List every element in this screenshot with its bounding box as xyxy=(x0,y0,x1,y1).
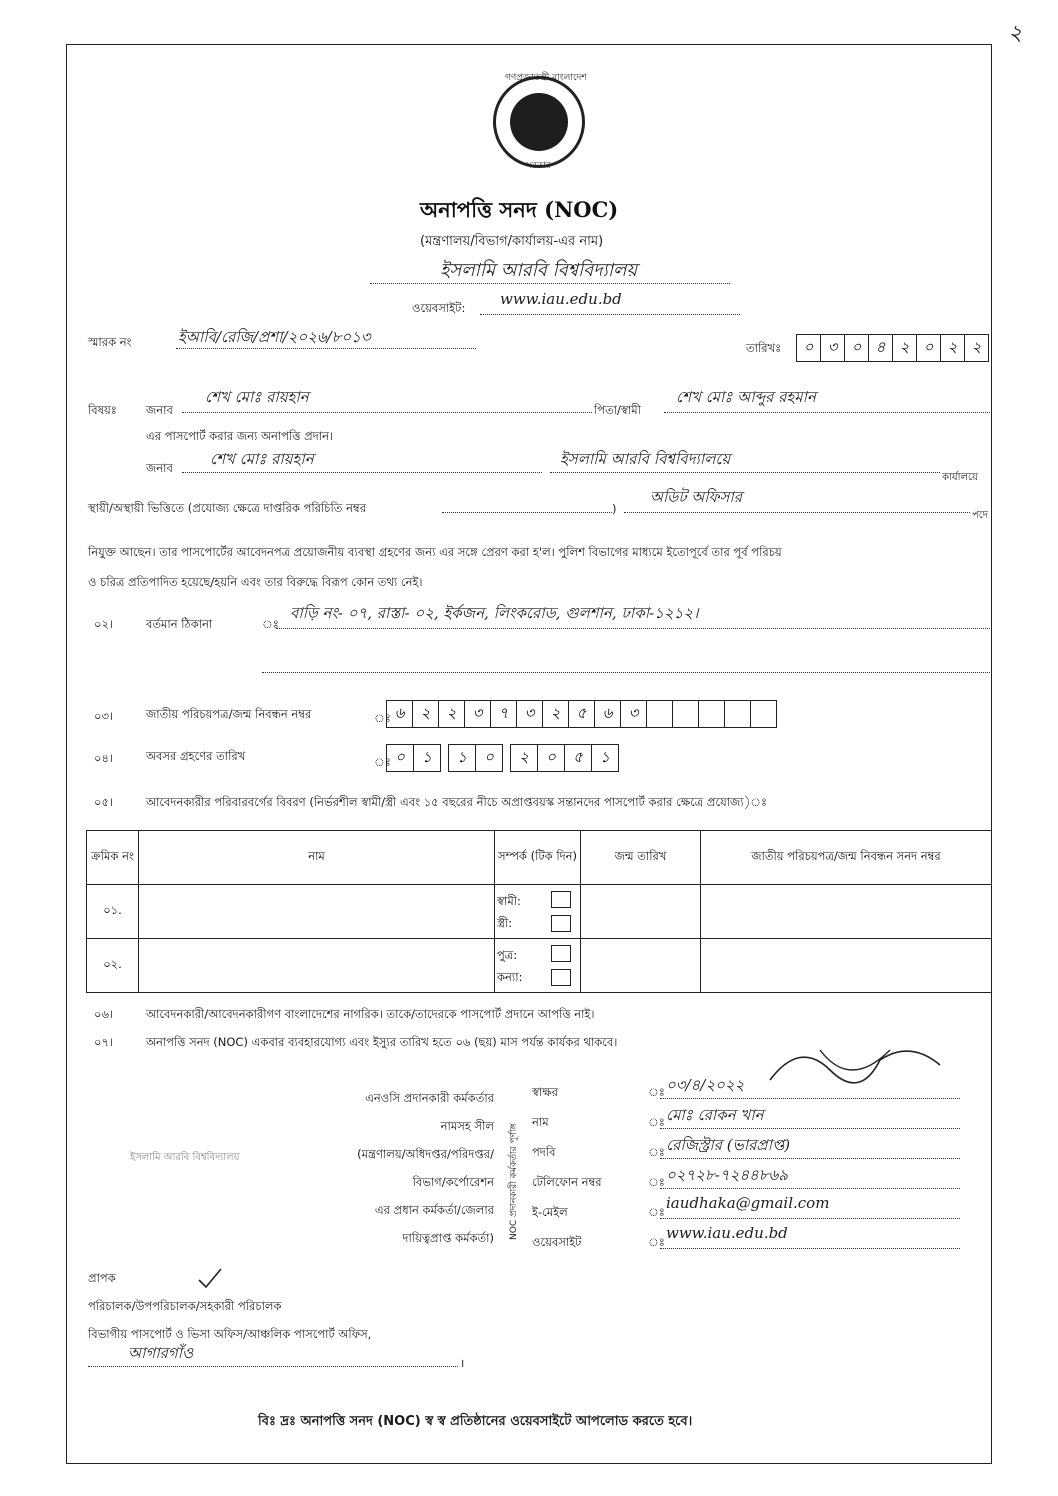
retirement-digit-box: ১ xyxy=(448,744,476,772)
nid-digit-box xyxy=(646,700,673,728)
item-05-number: ০৫। xyxy=(94,795,114,809)
designation: অডিট অফিসার xyxy=(650,488,743,506)
nid-digit-box xyxy=(672,700,699,728)
signatory-field-colon: ঃ xyxy=(648,1175,665,1189)
nid-digit-box: ২ xyxy=(412,700,439,728)
col-relation: সম্পর্ক (টিক দিন) xyxy=(495,831,581,885)
signature-icon xyxy=(760,1020,960,1100)
institution-line xyxy=(550,472,940,473)
citizenship-statement: আবেদনকারী/আবেদনকারীগণ বাংলাদেশের নাগরিক। তাকে/তাদেরকে পাসপোর্ট প্রদানে আপত্তি নাই। xyxy=(146,1007,595,1021)
permanent-status-text: স্থায়ী/অস্থায়ী ভিত্তিতে (প্রযোজ্য ক্ষেত্রে দাপ্তরিক পরিচিতি নম্বর xyxy=(88,501,367,515)
relation-husband-label: স্বামী: xyxy=(497,893,521,908)
row-birthdate-cell[interactable] xyxy=(581,885,701,939)
relation-daughter-label: কন্যা: xyxy=(497,969,523,984)
noc-purpose-line: এর পাসপোর্ট করার জন্য অনাপত্তি প্রদান। xyxy=(146,429,334,443)
employee-name: শেখ মোঃ রায়হান xyxy=(210,450,314,468)
signatory-field-colon: ঃ xyxy=(648,1145,665,1159)
janab-label-2: জনাব xyxy=(146,461,173,475)
website-value: www.iau.edu.bd xyxy=(500,290,622,308)
col-birthdate: জন্ম তারিখ xyxy=(581,831,701,885)
date-digit-box: ২ xyxy=(940,334,965,362)
signatory-field-colon: ঃ xyxy=(648,1115,665,1129)
body-paragraph-2: ও চরিত্র প্রতিপাদিত হয়েছে/হয়নি এবং তার বিরুদ্ধে বিরূপ কোন তথ্য নেই। xyxy=(88,575,423,589)
signatory-field-line xyxy=(660,1158,960,1159)
nid-digit-box: ২ xyxy=(542,700,569,728)
page-subtitle: (মন্ত্রণালয়/বিভাগ/কার্যালয়-এর নাম) xyxy=(420,234,604,249)
row-serial: ০২. xyxy=(87,939,139,993)
table-row xyxy=(87,939,992,993)
family-details-label: আবেদনকারীর পরিবারবর্গের বিবরণ (নির্ভরশীল স্বামী/স্ত্রী এবং ১৫ বছরের নীচে অপ্রাপ্তবয়স্ক সন্তানদের পাসপোর্ট করার ক্ষেত্রে প্রযোজ্য)ঃ xyxy=(146,795,768,809)
signatory-field-value: ০৩/৪/২০২২ xyxy=(666,1076,745,1094)
memo-line xyxy=(176,348,476,349)
nid-digit-box xyxy=(750,700,777,728)
signatory-field-line xyxy=(660,1188,960,1189)
signatory-left-line: নামসহ সীল xyxy=(440,1119,494,1133)
footer-note: বিঃ দ্রঃ অনাপত্তি সনদ (NOC) স্ব স্ব প্রতিষ্ঠানের ওয়েবসাইটে আপলোড করতে হবে। xyxy=(258,1414,693,1429)
retirement-colon: ঃ xyxy=(374,755,391,769)
signatory-field-label: স্বাক্ষর xyxy=(532,1085,558,1099)
signatory-vertical-label: NOC প্রদানকারী কর্মকর্তার পূর্ণাঙ্গ xyxy=(509,1123,519,1240)
address-line-2 xyxy=(262,672,990,673)
address-value: বাড়ি নং- ০৭, রাস্তা- ০২, ইর্কজন, লিংকরোড, গুলশান, ঢাকা-১২১২। xyxy=(290,604,699,622)
official-id-line xyxy=(442,512,612,513)
employee-name-line xyxy=(182,472,542,473)
retirement-digit-box: ২ xyxy=(510,744,538,772)
signatory-field-value: www.iau.edu.bd xyxy=(666,1224,788,1242)
address-line-1 xyxy=(276,628,990,629)
subject-label: বিষয়ঃ xyxy=(88,403,117,417)
body-paragraph-1: নিযুক্ত আছেন। তার পাসপোর্টের আবেদনপত্র প্রয়োজনীয় ব্যবস্থা গ্রহণের জন্য এর সঙ্গে প্রেরণ করা হ'ল। পুলিশ বিভাগের মাধ্যমে ইতোপূর্বে তার পূর্ব পরিচয় xyxy=(88,545,782,559)
relation-cell xyxy=(495,939,581,993)
page-mark: ২ xyxy=(1008,21,1023,46)
checkmark-icon xyxy=(196,1266,224,1290)
karyalaye-label: কার্যালয়ে xyxy=(942,472,978,483)
seal-top-text: গণপ্রজাতন্ত্রী বাংলাদেশ xyxy=(505,73,587,83)
retirement-digit-box: ৫ xyxy=(564,744,592,772)
signatory-field-label: ওয়েবসাইট xyxy=(532,1235,582,1249)
col-serial: ক্রমিক নং xyxy=(87,831,139,885)
signatory-left-line: (মন্ত্রণালয়/অধিদপ্তর/পরিদপ্তর/ xyxy=(357,1147,494,1161)
item-07-number: ০৭। xyxy=(94,1035,114,1049)
address-colon: ঃ xyxy=(262,617,279,631)
office-name-line xyxy=(370,283,730,284)
row-name-cell[interactable] xyxy=(139,939,495,993)
signatory-left-line: এনওসি প্রদানকারী কর্মকর্তার xyxy=(365,1091,494,1105)
retirement-digit-box: ০ xyxy=(537,744,565,772)
row-nid-cell[interactable] xyxy=(701,939,992,993)
stamp-office-text: ইসলামি আরবি বিশ্ববিদ্যালয় xyxy=(130,1152,240,1163)
table-row xyxy=(87,885,992,939)
recipient-office: আগারগাঁও xyxy=(128,1344,194,1362)
date-digit-box: ২ xyxy=(892,334,917,362)
signatory-field-colon: ঃ xyxy=(648,1235,665,1249)
nid-label: জাতীয় পরিচয়পত্র/জন্ম নিবন্ধন নম্বর xyxy=(146,707,312,721)
nid-colon: ঃ xyxy=(374,711,391,725)
col-nid: জাতীয় পরিচয়পত্র/জন্ম নিবন্ধন সনদ নম্বর xyxy=(701,831,992,885)
address-label: বর্তমান ঠিকানা xyxy=(146,617,213,631)
nid-digit-box: ২ xyxy=(438,700,465,728)
signatory-field-value: মোঃ রোকন খান xyxy=(666,1106,764,1124)
signatory-field-line xyxy=(660,1128,960,1129)
signatory-field-line xyxy=(660,1248,960,1249)
nid-digit-box: ৬ xyxy=(386,700,413,728)
father-name: শেখ মোঃ আব্দুর রহমান xyxy=(676,388,816,406)
signatory-field-line xyxy=(660,1218,960,1219)
pade-label: পদে xyxy=(972,510,989,521)
nid-digit-box: ৩ xyxy=(516,700,543,728)
signatory-left-line: দায়িত্বপ্রাপ্ত কর্মকর্তা) xyxy=(402,1231,494,1245)
date-digit-box: ৪ xyxy=(868,334,893,362)
row-nid-cell[interactable] xyxy=(701,885,992,939)
memo-number: ইআবি/রেজি/প্রশা/২০২৬/৮০১৩ xyxy=(178,328,371,346)
janab-label: জনাব xyxy=(146,403,173,417)
relation-son-label: পুত্র: xyxy=(497,947,518,962)
page-title: অনাপত্তি সনদ (NOC) xyxy=(420,197,619,222)
row-name-cell[interactable] xyxy=(139,885,495,939)
recipient-label: প্রাপক xyxy=(88,1271,116,1285)
website-line xyxy=(480,314,740,315)
office-stamp xyxy=(130,1150,239,1167)
nid-digit-box: ৩ xyxy=(620,700,647,728)
map-emblem-icon xyxy=(510,93,568,151)
memo-label: স্মারক নং xyxy=(88,335,132,349)
institution-name: ইসলামি আরবি বিশ্ববিদ্যালয়ে xyxy=(560,450,731,468)
retirement-date-label: অবসর গ্রহণের তারিখ xyxy=(146,749,246,763)
father-label: পিতা/স্বামী xyxy=(594,403,641,417)
family-table xyxy=(86,830,992,993)
date-digit-box: ২ xyxy=(964,334,989,362)
item-04-number: ০৪। xyxy=(94,751,114,765)
retirement-digit-box: ০ xyxy=(386,744,414,772)
seal-bottom-text: সরকার xyxy=(526,161,551,171)
recipient-line-1: পরিচালক/উপপরিচালক/সহকারী পরিচালক xyxy=(88,1299,282,1313)
father-name-line xyxy=(664,412,990,413)
close-paren: ) xyxy=(612,502,617,516)
nid-digit-box: ৬ xyxy=(594,700,621,728)
designation-line xyxy=(624,512,970,513)
signatory-field-colon: ঃ xyxy=(648,1205,665,1219)
signatory-field-value: iaudhaka@gmail.com xyxy=(666,1194,830,1212)
signatory-field-label: ই-মেইল xyxy=(532,1205,568,1219)
date-digit-box: ০ xyxy=(916,334,941,362)
recipient-office-line xyxy=(88,1366,458,1367)
office-name: ইসলামি আরবি বিশ্ববিদ্যালয় xyxy=(440,260,638,281)
date-digit-box: ০ xyxy=(844,334,869,362)
row-serial: ০১. xyxy=(87,885,139,939)
relation-cell xyxy=(495,885,581,939)
signatory-field-label: পদবি xyxy=(532,1145,556,1159)
item-03-number: ০৩। xyxy=(94,709,114,723)
recipient-end: । xyxy=(460,1356,465,1370)
item-02-number: ০২। xyxy=(94,617,114,631)
retirement-digit-box: ০ xyxy=(475,744,503,772)
wife-checkbox[interactable] xyxy=(551,915,571,932)
nid-digit-box: ৭ xyxy=(490,700,517,728)
son-checkbox[interactable] xyxy=(551,945,571,962)
nid-digit-box: ৩ xyxy=(464,700,491,728)
date-digit-box: ৩ xyxy=(820,334,845,362)
nid-digit-box xyxy=(698,700,725,728)
daughter-checkbox[interactable] xyxy=(551,969,571,986)
signatory-field-colon: ঃ xyxy=(648,1085,665,1099)
signatory-left-line: এর প্রধান কর্মকর্তা/জেলার xyxy=(374,1203,494,1217)
retirement-digit-box: ১ xyxy=(413,744,441,772)
retirement-digit-box: ১ xyxy=(591,744,619,772)
signatory-field-label: টেলিফোন নম্বর xyxy=(532,1175,602,1189)
signatory-field-label: নাম xyxy=(532,1115,549,1129)
government-seal xyxy=(493,76,585,168)
row-birthdate-cell[interactable] xyxy=(581,939,701,993)
website-label: ওয়েবসাইট: xyxy=(412,301,466,315)
husband-checkbox[interactable] xyxy=(551,891,571,908)
nid-digit-box xyxy=(724,700,751,728)
validity-statement: অনাপত্তি সনদ (NOC) একবার ব্যবহারযোগ্য এবং ইস্যুর তারিখ হতে ০৬ (ছয়) মাস পর্যন্ত কার্যকর থাকবে। xyxy=(146,1035,618,1049)
signatory-field-value: রেজিস্ট্রার (ভারপ্রাপ্ত) xyxy=(666,1136,791,1154)
nid-digit-box: ৫ xyxy=(568,700,595,728)
date-digit-box: ০ xyxy=(796,334,821,362)
item-06-number: ০৬। xyxy=(94,1007,114,1021)
date-label: তারিখঃ xyxy=(746,341,782,355)
relation-wife-label: স্ত্রী: xyxy=(497,915,513,930)
signatory-field-value: ০২৭২৮-৭২৪৪৮৬৯ xyxy=(666,1166,789,1184)
applicant-name: শেখ মোঃ রায়হান xyxy=(205,388,309,406)
signatory-left-line: বিভাগ/কর্পোরেশন xyxy=(412,1175,494,1189)
recipient-line-2: বিভাগীয় পাসপোর্ট ও ভিসা অফিস/আঞ্চলিক পাসপোর্ট অফিস, xyxy=(88,1327,372,1341)
applicant-name-line xyxy=(182,412,592,413)
col-name: নাম xyxy=(139,831,495,885)
